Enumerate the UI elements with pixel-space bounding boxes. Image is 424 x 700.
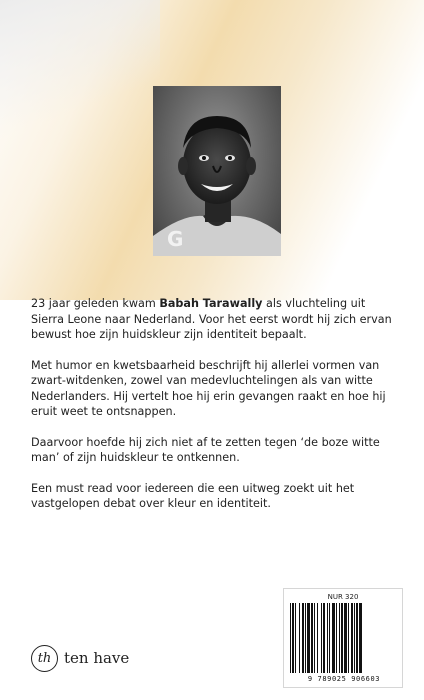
barcode-bars: [290, 603, 398, 673]
svg-text:G: G: [167, 227, 184, 251]
nur-code: NUR 320: [327, 593, 359, 601]
blurb-paragraph-1: [31, 296, 396, 343]
blurb-paragraph-4: Een must read voor iedereen die een uitweg zoekt uit het vastgelopen debat over kleur en identiteit.: [31, 481, 355, 510]
blurb-paragraph-3: Daarvoor hoefde hij zich niet af te zetten tegen ‘de boze witte man’ of zijn huidskleur te ontkennen.: [31, 435, 380, 464]
barcode-gap: [362, 603, 363, 673]
author-name: Babah Tarawally: [159, 297, 263, 310]
back-cover-blurb: [31, 296, 396, 527]
blurb-paragraph-2: Met humor en kwetsbaarheid beschrijft hij allerlei vormen van zwart-witdenken, zowel van medevluchtelingen als van witte Nederlanders. Hij vertelt hoe hij erin gevangen raakt en hoe hij eruit weet te ontsnappen.: [31, 358, 386, 418]
publisher-name: ten have: [64, 649, 130, 667]
portrait-illustration: [153, 86, 281, 256]
blurb-intro-rest: als vluchteling uit Sierra Leone naar Nederland. Voor het eerst wordt hij zich ervan bewust hoe zijn huidskleur zijn identiteit bepaalt.: [31, 297, 392, 341]
blurb-intro-text: 23 jaar geleden kwam: [31, 297, 160, 310]
publisher-monogram-icon: th: [31, 645, 58, 672]
background-corner-shade: [0, 0, 160, 140]
publisher-logo: [31, 644, 129, 672]
author-portrait-photo: [153, 86, 281, 256]
isbn-number: 9 789025 906603: [307, 675, 381, 683]
isbn-barcode: [283, 588, 403, 688]
